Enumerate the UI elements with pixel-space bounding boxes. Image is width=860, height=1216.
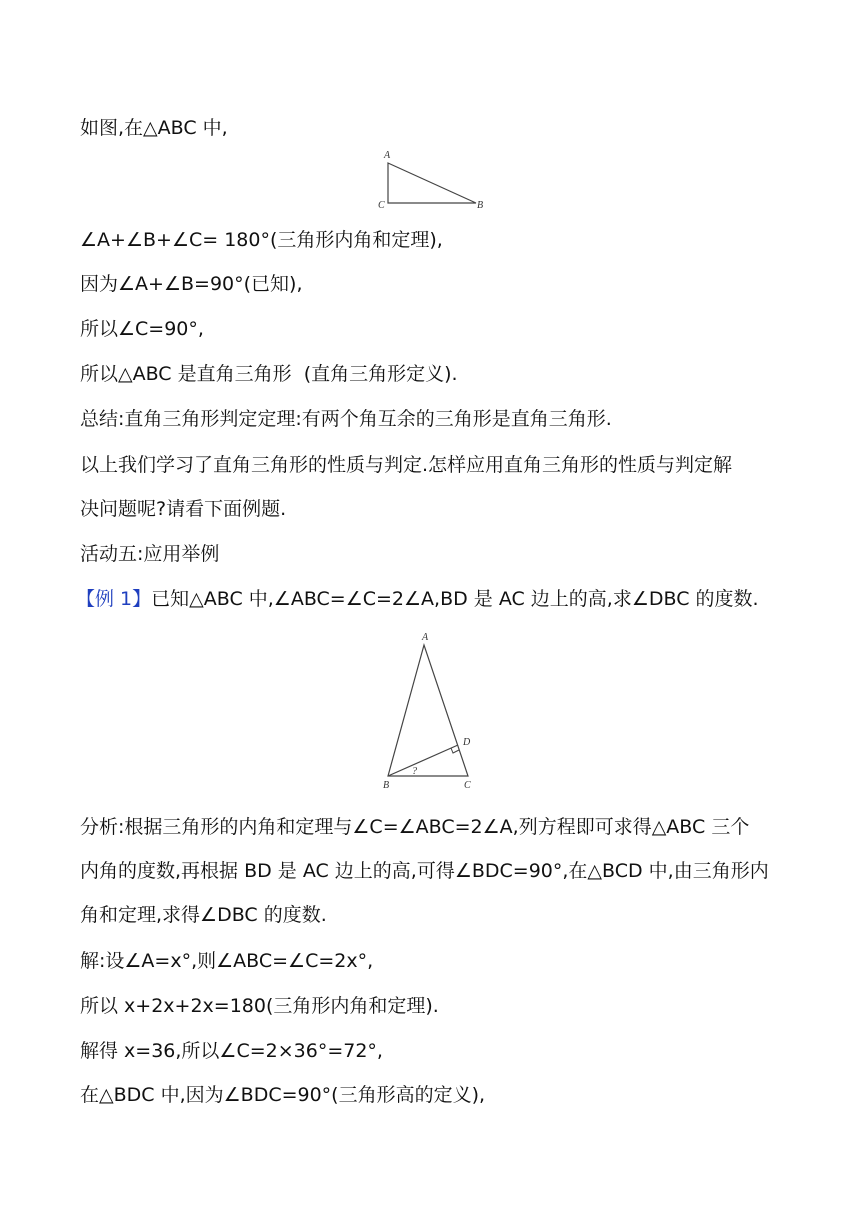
label-b: B [477,200,484,211]
angle-question-mark: ? [412,766,417,777]
right-triangle-figure [376,148,490,212]
solution-line-4: 在△BDC 中,因为∠BDC=90°(三角形高的定义), [80,1084,486,1106]
label-b-2: B [383,780,390,791]
label-c-2: C [464,780,471,791]
label-a-2: A [422,632,429,643]
text-line-8: 决问题呢?请看下面例题. [80,498,287,520]
text-line-2: ∠A+∠B+∠C= 180°(三角形内角和定理), [80,229,443,251]
analysis-line-2: 内角的度数,再根据 BD 是 AC 边上的高,可得∠BDC=90°,在△BCD 中,由三角形内 [80,860,769,882]
text-line-3: 因为∠A+∠B=90°(已知), [80,273,303,295]
text-line-4: 所以∠C=90°, [80,318,204,340]
isosceles-triangle-figure [378,628,482,792]
solution-line-1: 解:设∠A=x°,则∠ABC=∠C=2x°, [80,950,374,972]
solution-line-2: 所以 x+2x+2x=180(三角形内角和定理). [80,995,439,1017]
right-angle-mark [451,748,459,753]
text-line-7: 以上我们学习了直角三角形的性质与判定.怎样应用直角三角形的性质与判定解 [80,454,733,476]
example-1-statement: 【例 1】已知△ABC 中,∠ABC=∠C=2∠A,BD 是 AC 边上的高,求∠DBC 的度数. [76,588,759,610]
label-a: A [384,150,391,161]
triangle-abc-2 [388,645,468,776]
solution-line-3: 解得 x=36,所以∠C=2×36°=72°, [80,1040,383,1062]
text-line-6: 总结:直角三角形判定定理:有两个角互余的三角形是直角三角形. [80,408,612,430]
section-heading: 活动五:应用举例 [80,543,220,565]
triangle-abc [388,163,476,203]
example-tag: 【例 1】 [76,588,152,610]
label-c: C [378,200,385,211]
text-line-5: 所以△ABC 是直角三角形 (直角三角形定义). [80,363,458,385]
label-d: D [463,737,471,748]
analysis-line-3: 角和定理,求得∠DBC 的度数. [80,904,327,926]
text-line-1: 如图,在△ABC 中, [80,117,228,139]
analysis-line-1: 分析:根据三角形的内角和定理与∠C=∠ABC=2∠A,列方程即可求得△ABC 三个 [80,816,750,838]
altitude-bd [388,745,458,776]
